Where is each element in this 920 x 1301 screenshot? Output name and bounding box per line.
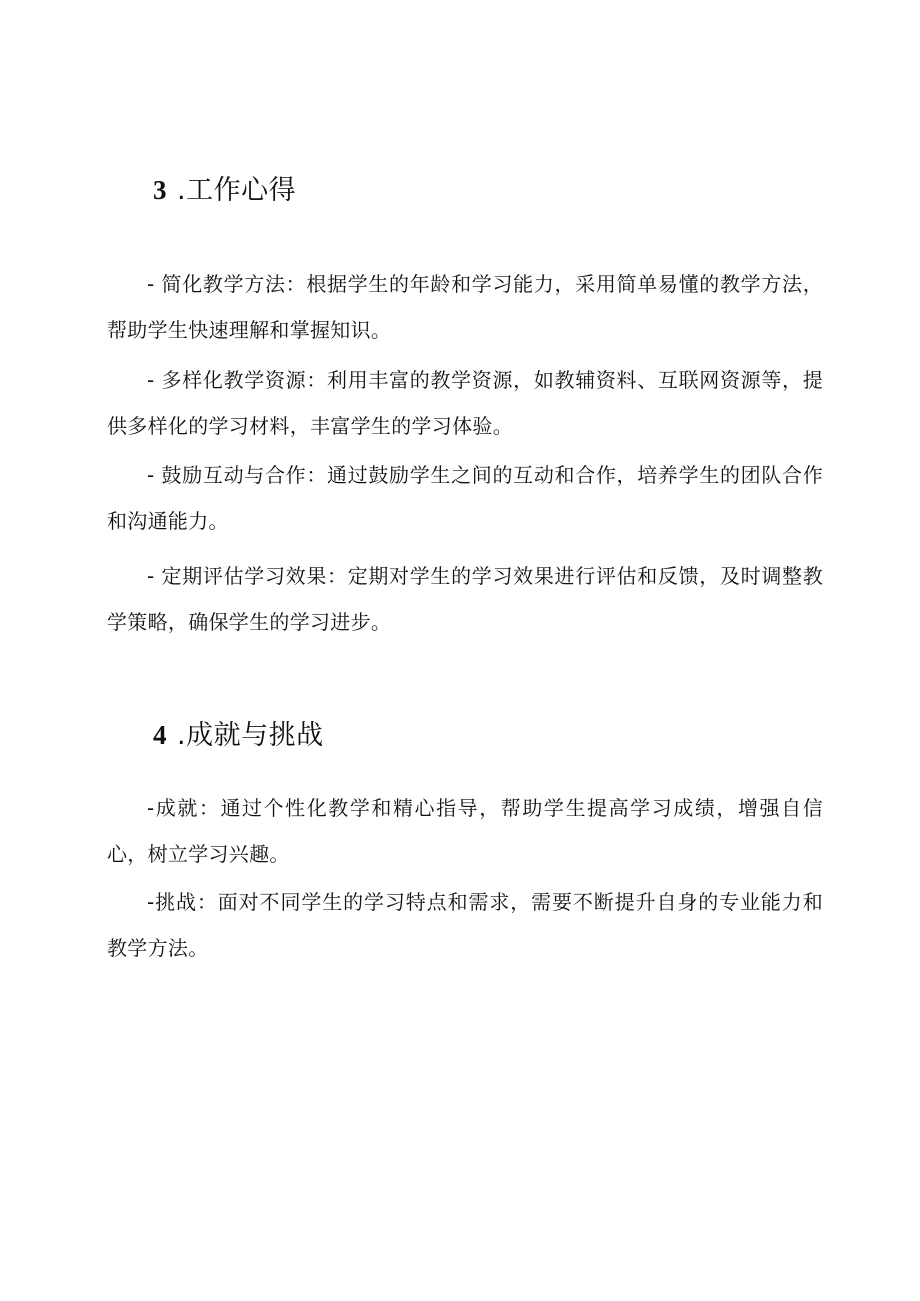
section-4-heading: [153, 713, 324, 752]
section-3-item-4: - 定期评估学习效果：定期对学生的学习效果进行评估和反馈，及时调整教学策略，确保学生的学习进步。: [107, 564, 823, 634]
section-3-number: 3: [153, 175, 167, 205]
section-3-item-2: - 多样化教学资源：利用丰富的教学资源，如教辅资料、互联网资源等，提供多样化的学习材料，丰富学生的学习体验。: [107, 368, 823, 438]
section-4-number: 4: [153, 720, 167, 750]
section-3-item-1: - 简化教学方法：根据学生的年龄和学习能力，采用简单易懂的教学方法，帮助学生快速理解和掌握知识。: [107, 272, 823, 342]
section-4-title: .成就与挑战: [177, 720, 324, 751]
section-3-heading: [153, 168, 296, 207]
section-3-title: .工作心得: [177, 175, 297, 206]
section-3-item-3: - 鼓励互动与合作：通过鼓励学生之间的互动和合作，培养学生的团队合作和沟通能力。: [107, 463, 823, 533]
section-4-item-2: -挑战：面对不同学生的学习特点和需求，需要不断提升自身的专业能力和教学方法。: [107, 890, 823, 960]
section-4-item-1: -成就：通过个性化教学和精心指导，帮助学生提高学习成绩，增强自信心，树立学习兴趣。: [107, 796, 823, 866]
